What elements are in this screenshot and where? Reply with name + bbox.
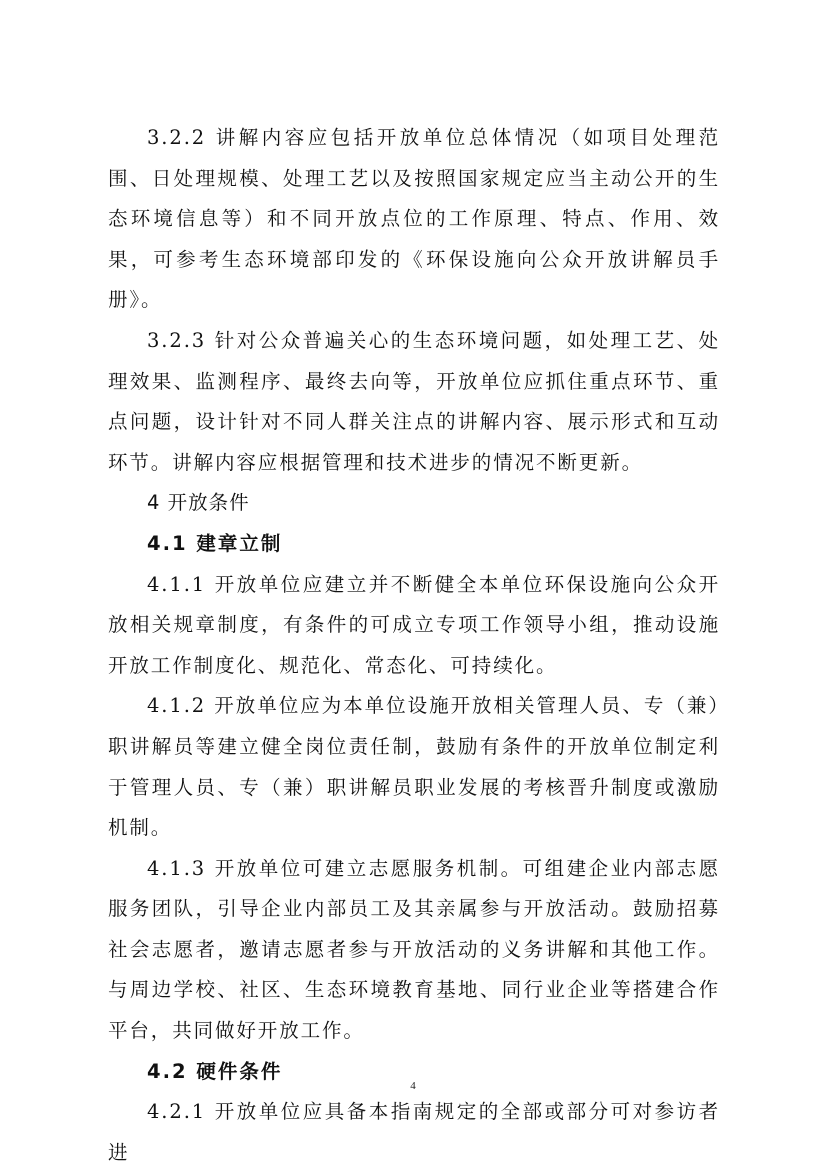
paragraph-4-1-3: 4.1.3 开放单位可建立志愿服务机制。可组建企业内部志愿服务团队，引导企业内部员工及其亲属参与开放活动。鼓励招募社会志愿者，邀请志愿者参与开放活动的义务讲解和其他工作。与周边学校、社区、生态环境教育基地、同行业企业等搭建合作平台，共同做好开放工作。 xyxy=(108,856,720,1043)
subsection-heading-4-1: 4.1 建章立制 xyxy=(147,531,283,555)
section-heading-4: 4 开放条件 xyxy=(147,491,250,515)
paragraph-3-2-2: 3.2.2 讲解内容应包括开放单位总体情况（如项目处理范围、日处理规模、处理工艺以及按照国家规定应当主动公开的生态环境信息等）和不同开放点位的工作原理、特点、作用、效果，可参考生态环境部印发的《环保设施向公众开放讲解员手册》。 xyxy=(108,126,720,312)
page-number: 4 xyxy=(410,1080,416,1092)
paragraph-4-2-1: 4.2.1 开放单位应具备本指南规定的全部或部分可对参访者进 xyxy=(108,1100,720,1164)
subsection-heading-4-2: 4.2 硬件条件 xyxy=(147,1059,283,1083)
paragraph-3-2-3: 3.2.3 针对公众普遍关心的生态环境问题，如处理工艺、处理效果、监测程序、最终去向等，开放单位应抓住重点环节、重点问题，设计针对不同人群关注点的讲解内容、展示形式和互动环节。讲解内容应根据管理和技术进步的情况不断更新。 xyxy=(108,328,720,474)
paragraph-4-1-2: 4.1.2 开放单位应为本单位设施开放相关管理人员、专（兼）职讲解员等建立健全岗位责任制，鼓励有条件的开放单位制定利于管理人员、专（兼）职讲解员职业发展的考核晋升制度或激励机制。 xyxy=(108,694,720,840)
paragraph-4-1-1: 4.1.1 开放单位应建立并不断健全本单位环保设施向公众开放相关规章制度，有条件的可成立专项工作领导小组，推动设施开放工作制度化、规范化、常态化、可持续化。 xyxy=(108,572,720,677)
page-body xyxy=(108,118,720,1173)
